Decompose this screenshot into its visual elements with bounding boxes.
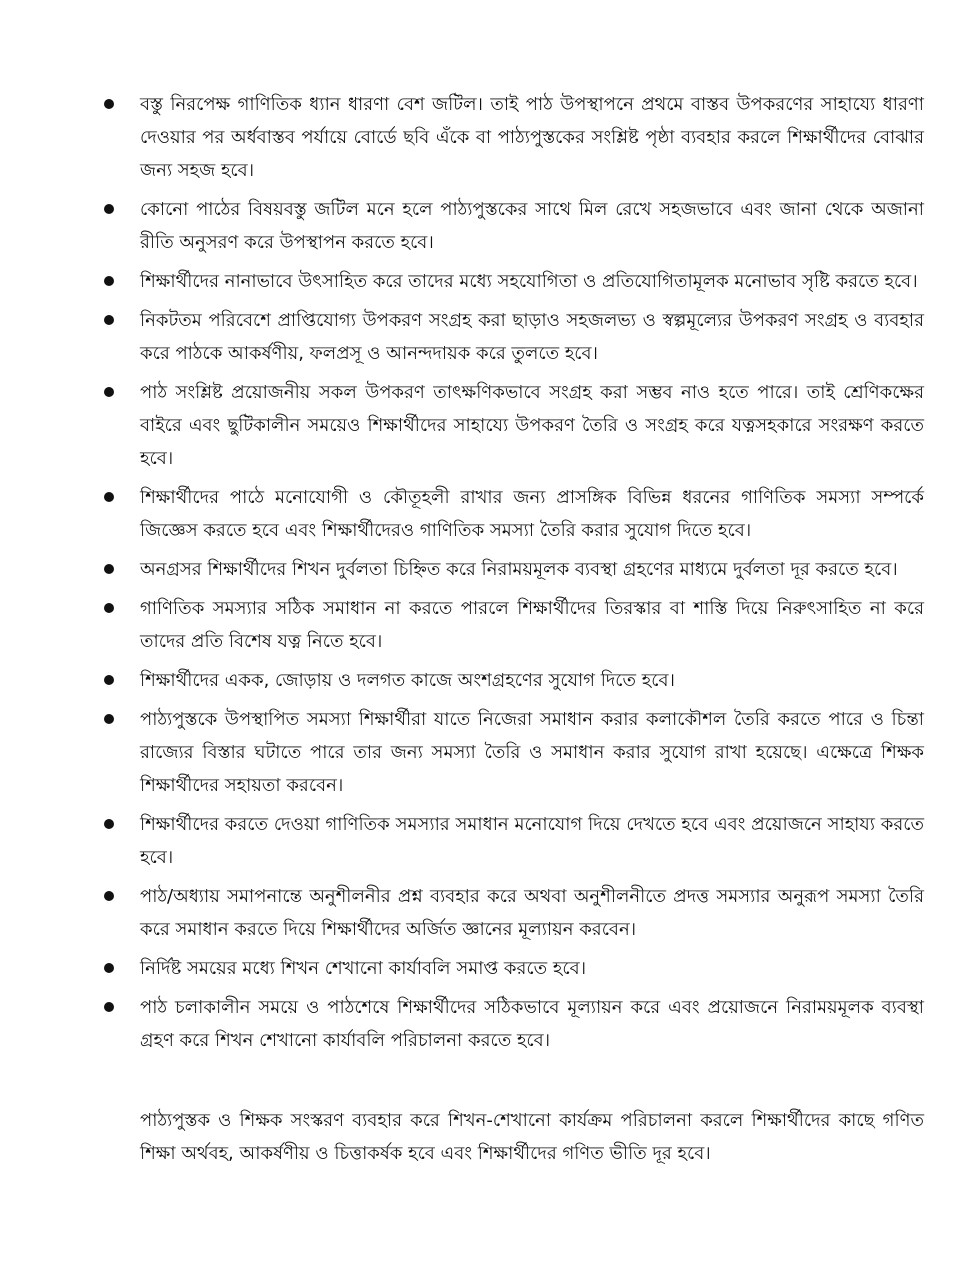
- list-item: [104, 703, 924, 802]
- bullet-icon: [104, 714, 114, 724]
- list-item-text: পাঠ সংশ্লিষ্ট প্রয়োজনীয় সকল উপকরণ তাৎক্ষণিকভাবে সংগ্রহ করা সম্ভব নাও হতে পারে। তাই শ্রেণিকক্ষের বাইরে এবং ছুটিকালীন সময়েও শিক্ষার্থীদের সাহায্যে উপকরণ তৈরি ও সংগ্রহ করে যত্নসহকারে সংরক্ষণ করতে হবে।: [140, 382, 924, 469]
- bullet-icon: [104, 276, 114, 286]
- list-item-text: পাঠ্যপুস্তকে উপস্থাপিত সমস্যা শিক্ষার্থীরা যাতে নিজেরা সমাধান করার কলাকৌশল তৈরি করতে পারে ও চিন্তা রাজ্যের বিস্তার ঘটাতে পারে তার জন্য সমস্যা তৈরি ও সমাধান করার সুযোগ রাখা হয়েছে। এক্ষেত্রে শিক্ষক শিক্ষার্থীদের সহায়তা করবেন।: [140, 709, 924, 796]
- guideline-bullet-list: [104, 88, 924, 1063]
- bullet-icon: [104, 315, 114, 325]
- list-item: [104, 304, 924, 370]
- list-item: [104, 952, 924, 985]
- bullet-icon: [104, 1002, 114, 1012]
- list-item-text: অনগ্রসর শিক্ষার্থীদের শিখন দুর্বলতা চিহ্নিত করে নিরাময়মূলক ব্যবস্থা গ্রহণের মাধ্যমে দুর্বলতা দূর করতে হবে।: [140, 559, 898, 580]
- list-item-text: নিকটতম পরিবেশে প্রাপ্তিযোগ্য উপকরণ সংগ্রহ করা ছাড়াও সহজলভ্য ও স্বল্পমূল্যের উপকরণ সংগ্রহ ও ব্যবহার করে পাঠকে আকর্ষণীয়, ফলপ্রসূ ও আনন্দদায়ক করে তুলতে হবে।: [140, 310, 924, 364]
- list-item: [104, 265, 924, 298]
- bullet-icon: [104, 891, 114, 901]
- list-item: [104, 553, 924, 586]
- list-item: [104, 481, 924, 547]
- list-item: [104, 664, 924, 697]
- list-item: [104, 808, 924, 874]
- list-item-text: পাঠ/অধ্যায় সমাপনান্তে অনুশীলনীর প্রশ্ন ব্যবহার করে অথবা অনুশীলনীতে প্রদত্ত সমস্যার অনুরূপ সমস্যা তৈরি করে সমাধান করতে দিয়ে শিক্ষার্থীদের অর্জিত জ্ঞানের মূল্যায়ন করবেন।: [140, 886, 924, 940]
- list-item: [104, 880, 924, 946]
- closing-paragraph: পাঠ্যপুস্তক ও শিক্ষক সংস্করণ ব্যবহার করে শিখন-শেখানো কার্যক্রম পরিচালনা করলে শিক্ষার্থীদের কাছে গণিত শিক্ষা অর্থবহ, আকর্ষণীয় ও চিত্তাকর্ষক হবে এবং শিক্ষার্থীদের গণিত ভীতি দূর হবে।: [140, 1110, 924, 1164]
- list-item-text: কোনো পাঠের বিষয়বস্তু জটিল মনে হলে পাঠ্যপুস্তকের সাথে মিল রেখে সহজভাবে এবং জানা থেকে অজানা রীতি অনুসরণ করে উপস্থাপন করতে হবে।: [140, 199, 924, 253]
- bullet-icon: [104, 387, 114, 397]
- bullet-icon: [104, 819, 114, 829]
- list-item: [104, 376, 924, 475]
- list-item-text: শিক্ষার্থীদের নানাভাবে উৎসাহিত করে তাদের মধ্যে সহযোগিতা ও প্রতিযোগিতামূলক মনোভাব সৃষ্টি করতে হবে।: [140, 271, 918, 292]
- bullet-icon: [104, 492, 114, 502]
- list-item-text: শিক্ষার্থীদের পাঠে মনোযোগী ও কৌতূহলী রাখার জন্য প্রাসঙ্গিক বিভিন্ন ধরনের গাণিতিক সমস্যা সম্পর্কে জিজ্ঞেস করতে হবে এবং শিক্ষার্থীদেরও গাণিতিক সমস্যা তৈরি করার সুযোগ দিতে হবে।: [140, 487, 924, 541]
- list-item-text: শিক্ষার্থীদের একক, জোড়ায় ও দলগত কাজে অংশগ্রহণের সুযোগ দিতে হবে।: [140, 670, 675, 691]
- list-item: [104, 592, 924, 658]
- bullet-icon: [104, 603, 114, 613]
- bullet-icon: [104, 675, 114, 685]
- bullet-icon: [104, 963, 114, 973]
- bullet-icon: [104, 204, 114, 214]
- list-item-text: শিক্ষার্থীদের করতে দেওয়া গাণিতিক সমস্যার সমাধান মনোযোগ দিয়ে দেখতে হবে এবং প্রয়োজনে সাহায্য করতে হবে।: [140, 814, 924, 868]
- list-item-text: পাঠ চলাকালীন সময়ে ও পাঠশেষে শিক্ষার্থীদের সঠিকভাবে মূল্যায়ন করে এবং প্রয়োজনে নিরাময়মূলক ব্যবস্থা গ্রহণ করে শিখন শেখানো কার্যাবলি পরিচালনা করতে হবে।: [140, 997, 924, 1051]
- list-item-text: নির্দিষ্ট সময়ের মধ্যে শিখন শেখানো কার্যাবলি সমাপ্ত করতে হবে।: [140, 958, 587, 979]
- list-item: [104, 991, 924, 1057]
- list-item: [104, 88, 924, 187]
- bullet-icon: [104, 99, 114, 109]
- list-item: [104, 193, 924, 259]
- list-item-text: বস্তু নিরপেক্ষ গাণিতিক ধ্যান ধারণা বেশ জটিল। তাই পাঠ উপস্থাপনে প্রথমে বাস্তব উপকরণের সাহায্যে ধারণা দেওয়ার পর অর্ধবাস্তব পর্যায়ে বোর্ডে ছবি এঁকে বা পাঠ্যপুস্তকের সংশ্লিষ্ট পৃষ্ঠা ব্যবহার করলে শিক্ষার্থীদের বোঝার জন্য সহজ হবে।: [140, 94, 924, 181]
- list-item-text: গাণিতিক সমস্যার সঠিক সমাধান না করতে পারলে শিক্ষার্থীদের তিরস্কার বা শাস্তি দিয়ে নিরুৎসাহিত না করে তাদের প্রতি বিশেষ যত্ন নিতে হবে।: [140, 598, 924, 652]
- bullet-icon: [104, 564, 114, 574]
